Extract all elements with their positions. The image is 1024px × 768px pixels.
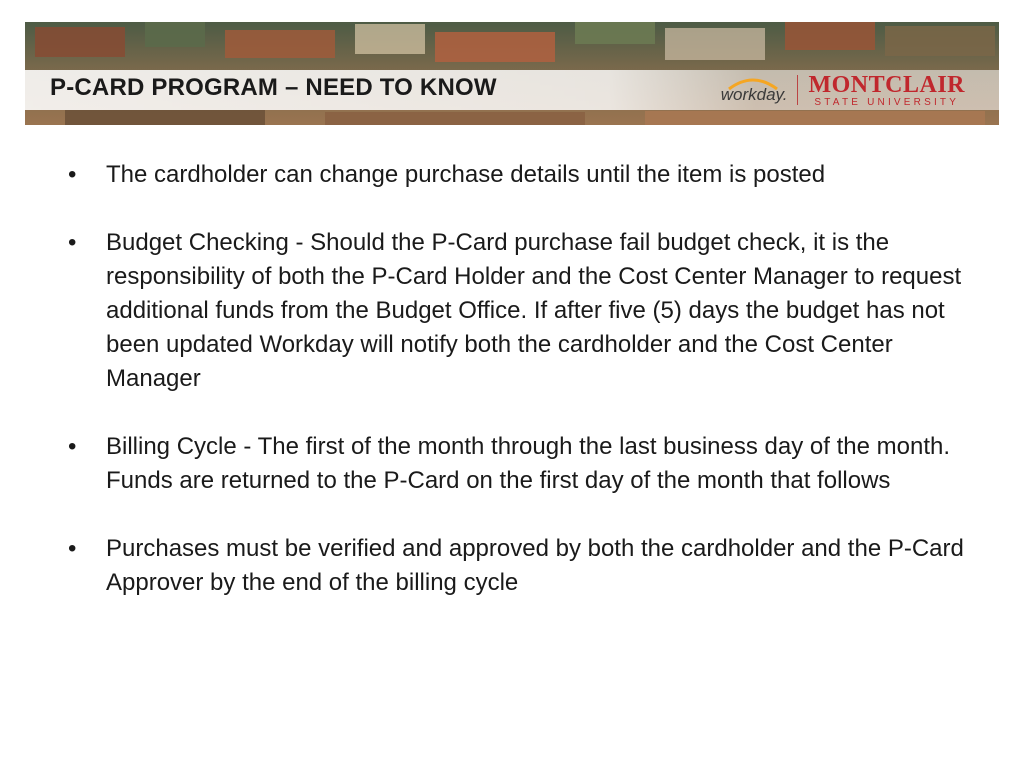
list-item (65, 532, 985, 600)
logo-divider (797, 75, 798, 105)
university-logo (808, 73, 965, 108)
bullet-icon: • (68, 229, 77, 256)
university-subtitle: STATE UNIVERSITY (814, 96, 960, 108)
list-item (65, 226, 985, 396)
bullet-text: Budget Checking - Should the P-Card purchase fail budget check, it is the responsibility of both the P-Card Holder and the Cost Center Manager to request additional funds from the Budget Office. If after five (5) days the budget has not been updated Workday will notify both the cardholder and the Cost Center Manager (106, 229, 962, 392)
workday-arc-icon (723, 75, 783, 91)
bullet-text: The cardholder can change purchase details until the item is posted (106, 161, 826, 188)
bullet-text: Purchases must be verified and approved by both the cardholder and the P-Card Approver by the end of the billing cycle (106, 535, 964, 596)
page-title: P-CARD PROGRAM – NEED TO KNOW (50, 74, 497, 101)
slide-content (65, 158, 985, 634)
logo-group (721, 70, 965, 110)
workday-logo (721, 75, 788, 105)
list-item (65, 158, 985, 192)
header-banner (25, 22, 999, 125)
workday-logo-text: workday. (720, 85, 788, 104)
university-name: MONTCLAIR (808, 71, 965, 98)
bullet-icon: • (68, 433, 77, 460)
list-item (65, 430, 985, 498)
bullet-text: Billing Cycle - The first of the month through the last business day of the month. Funds are returned to the P-Card on the first day of the month that follows (106, 433, 950, 494)
bullet-list (65, 158, 985, 600)
bullet-icon: • (68, 535, 77, 562)
bullet-icon: • (68, 161, 77, 188)
